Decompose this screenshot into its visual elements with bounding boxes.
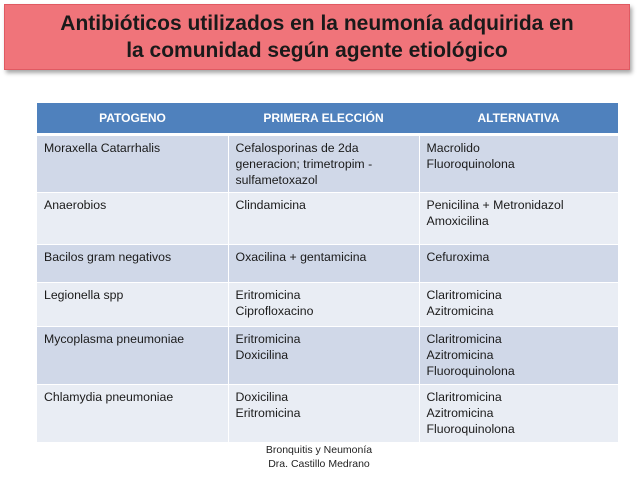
cell-line: Penicilina + Metronidazol xyxy=(426,198,564,212)
cell-line: Moraxella Catarrhalis xyxy=(44,141,161,155)
antibiotics-table xyxy=(37,103,618,443)
slide-title xyxy=(60,10,573,64)
cell-line: Legionella spp xyxy=(44,288,124,302)
cell-pathogen xyxy=(37,385,228,443)
cell-first-choice xyxy=(228,385,419,443)
cell-alternative xyxy=(419,135,618,193)
cell-line: Clindamicina xyxy=(235,198,306,212)
cell-first-choice xyxy=(228,327,419,385)
table-body xyxy=(37,135,618,443)
cell-line: Oxacilina + gentamicina xyxy=(235,250,367,264)
table-header xyxy=(37,103,618,135)
cell-alternative xyxy=(419,385,618,443)
cell-pathogen xyxy=(37,327,228,385)
header-pathogen: PATOGENO xyxy=(37,103,228,135)
cell-line: sulfametoxazol xyxy=(235,173,318,187)
table-row xyxy=(37,193,618,245)
cell-line: Fluoroquinolona xyxy=(426,364,515,378)
cell-alternative xyxy=(419,245,618,283)
cell-line: generacion; trimetropim - xyxy=(235,157,373,171)
cell-line: Doxicilina xyxy=(235,348,289,362)
cell-line: Doxicilina xyxy=(235,390,289,404)
title-banner xyxy=(4,4,630,70)
cell-line: Cefuroxima xyxy=(426,250,490,264)
footer-line-1: Bronquitis y Neumonía xyxy=(265,444,373,456)
cell-line: Fluoroquinolona xyxy=(426,157,515,171)
cell-first-choice xyxy=(228,245,419,283)
cell-line: Claritromicina xyxy=(426,332,502,346)
cell-first-choice xyxy=(228,193,419,245)
cell-first-choice xyxy=(228,283,419,327)
title-line-2: la comunidad según agente etiológico xyxy=(126,39,508,62)
cell-line: Amoxicilina xyxy=(426,214,489,228)
footer-line-2: Dra. Castillo Medrano xyxy=(268,458,370,470)
cell-line: Macrolido xyxy=(426,141,480,155)
cell-line: Claritromicina xyxy=(426,390,502,404)
header-alternative: ALTERNATIVA xyxy=(419,103,618,135)
cell-line: Eritromicina xyxy=(235,288,301,302)
cell-line: Claritromicina xyxy=(426,288,502,302)
header-first-choice: PRIMERA ELECCIÓN xyxy=(228,103,419,135)
cell-line: Chlamydia pneumoniae xyxy=(44,390,174,404)
cell-line: Fluoroquinolona xyxy=(426,422,515,436)
footer xyxy=(0,443,638,471)
cell-line: Mycoplasma pneumoniae xyxy=(44,332,185,346)
cell-pathogen xyxy=(37,283,228,327)
cell-line: Azitromicina xyxy=(426,406,494,420)
cell-line: Azitromicina xyxy=(426,348,494,362)
table-row xyxy=(37,327,618,385)
cell-pathogen xyxy=(37,245,228,283)
cell-line: Azitromicina xyxy=(426,304,494,318)
cell-line: Anaerobios xyxy=(44,198,107,212)
cell-line: Eritromicina xyxy=(235,332,301,346)
table-row xyxy=(37,283,618,327)
cell-line: Cefalosporinas de 2da xyxy=(235,141,359,155)
cell-alternative xyxy=(419,283,618,327)
title-line-1: Antibióticos utilizados en la neumonía adquirida en xyxy=(60,12,574,35)
cell-line: Ciprofloxacino xyxy=(235,304,314,318)
cell-line: Bacilos gram negativos xyxy=(44,250,172,264)
cell-pathogen xyxy=(37,135,228,193)
table-row xyxy=(37,385,618,443)
cell-line: Eritromicina xyxy=(235,406,301,420)
cell-pathogen xyxy=(37,193,228,245)
cell-first-choice xyxy=(228,135,419,193)
cell-alternative xyxy=(419,327,618,385)
table-row xyxy=(37,245,618,283)
table-row xyxy=(37,135,618,193)
cell-alternative xyxy=(419,193,618,245)
